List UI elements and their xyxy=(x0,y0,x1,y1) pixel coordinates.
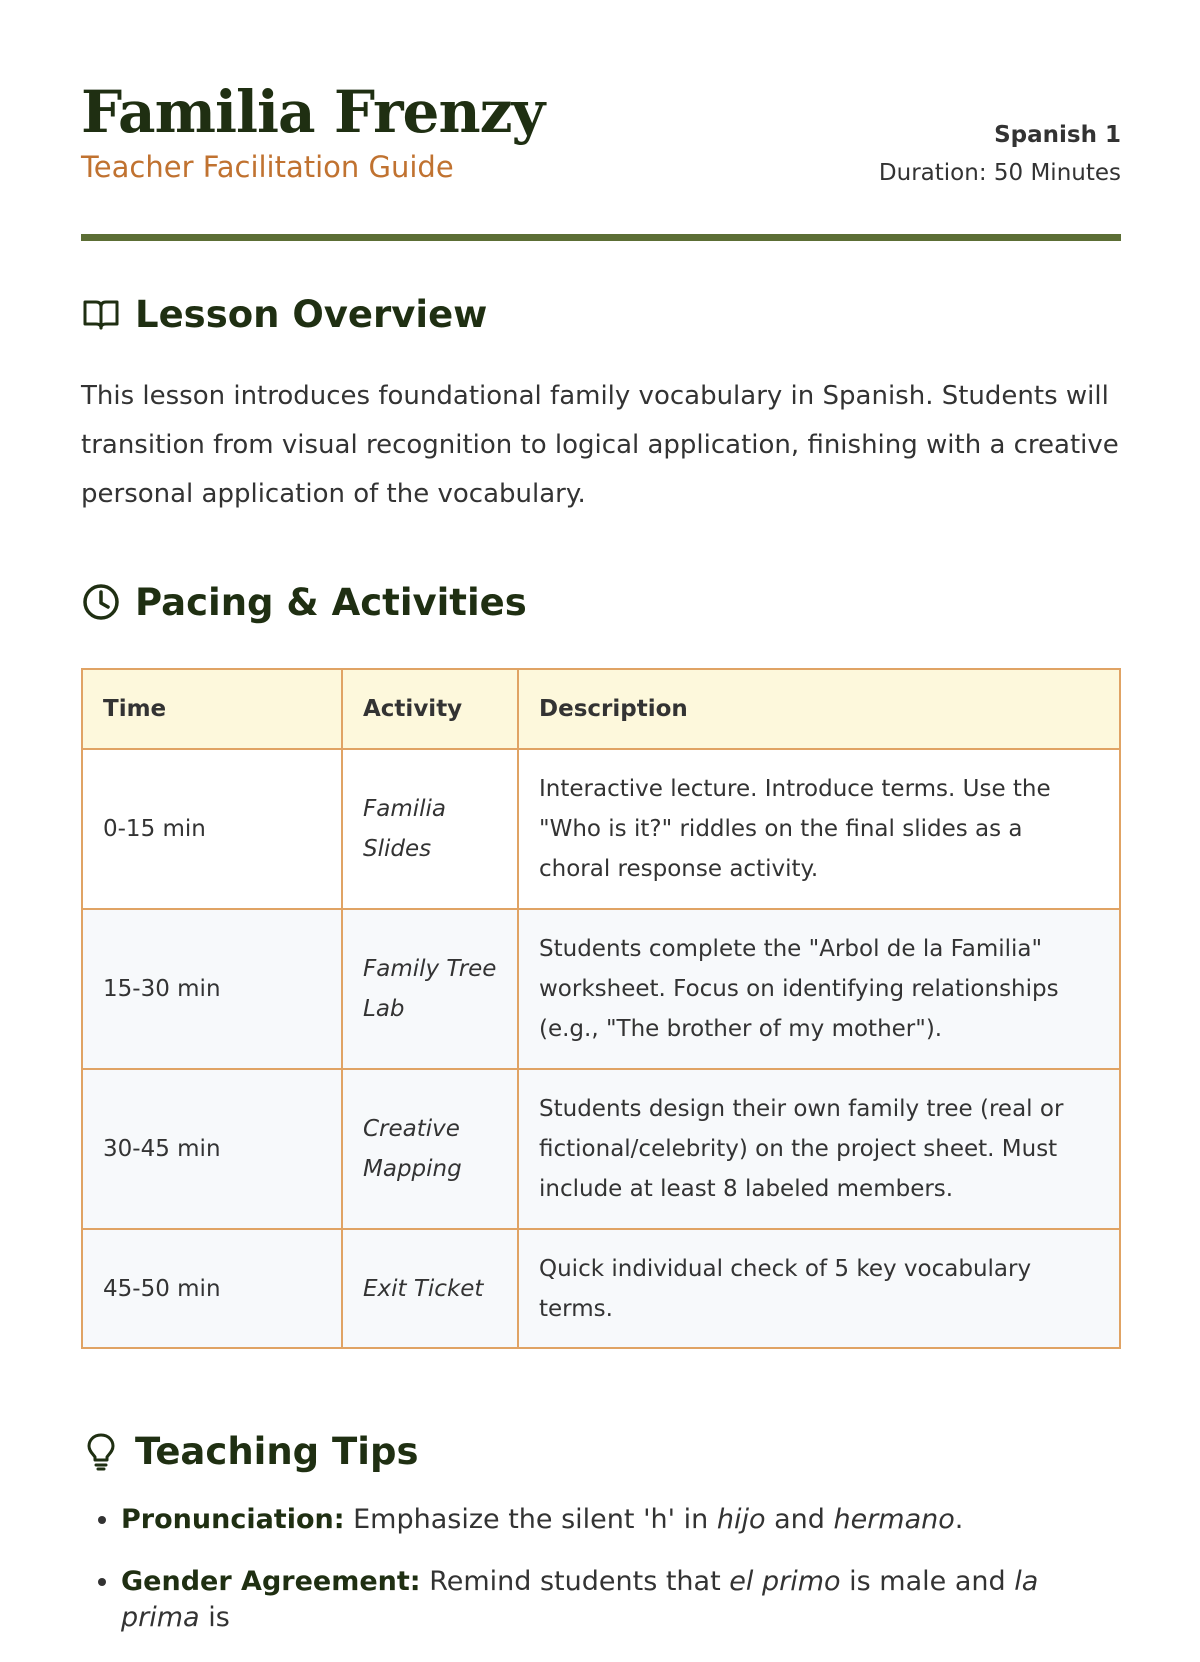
tips-heading xyxy=(81,1426,418,1476)
description-cell: Students complete the "Arbol de la Familia" worksheet. Focus on identifying relationships (e.g., "The brother of my mother"). xyxy=(518,909,1120,1069)
list-item xyxy=(121,1502,1121,1538)
pacing-table xyxy=(81,668,1121,1349)
overview-heading-text: Lesson Overview xyxy=(135,292,488,336)
pacing-heading xyxy=(81,577,527,627)
activity-cell: Exit Ticket xyxy=(342,1229,518,1348)
tip-text: is male and xyxy=(849,1566,1006,1597)
tips-heading-text: Teaching Tips xyxy=(135,1429,419,1473)
time-cell: 15-30 min xyxy=(82,909,342,1069)
overview-heading xyxy=(81,289,487,339)
tip-text: Emphasize the silent 'h' in xyxy=(353,1504,709,1535)
column-header-description: Description xyxy=(518,669,1120,749)
activity-cell: Creative Mapping xyxy=(342,1069,518,1229)
description-cell: Interactive lecture. Introduce terms. Use the "Who is it?" riddles on the final slides as a choral response activity. xyxy=(518,749,1120,909)
table-row xyxy=(82,909,1120,1069)
time-cell: 30-45 min xyxy=(82,1069,342,1229)
pacing-heading-text: Pacing & Activities xyxy=(135,580,527,624)
lesson-duration: Duration: 50 Minutes xyxy=(878,160,1121,186)
column-header-activity: Activity xyxy=(342,669,518,749)
table-row xyxy=(82,749,1120,909)
description-cell: Students design their own family tree (real or fictional/celebrity) on the project sheet. Must include at least 8 labeled members. xyxy=(518,1069,1120,1229)
overview-text: This lesson introduces foundational family vocabulary in Spanish. Students will transition from visual recognition to logical application, finishing with a creative personal application of the vocabulary. xyxy=(81,381,1119,509)
tips-list xyxy=(81,1502,1121,1662)
document-subtitle: Teacher Facilitation Guide xyxy=(81,150,454,184)
tip-label: Gender Agreement: xyxy=(121,1566,421,1597)
time-cell: 0-15 min xyxy=(82,749,342,909)
document-header xyxy=(81,0,1121,242)
tip-term: hijo xyxy=(716,1504,766,1535)
lesson-meta xyxy=(879,117,1121,193)
activity-cell: Family Tree Lab xyxy=(342,909,518,1069)
clock-icon xyxy=(81,582,121,622)
tip-term: la prima xyxy=(121,1566,1039,1633)
tip-term: el primo xyxy=(729,1566,841,1597)
course-name: Spanish 1 xyxy=(994,122,1121,148)
lightbulb-icon xyxy=(81,1431,121,1471)
book-open-icon xyxy=(81,294,121,334)
tip-label: Pronunciation: xyxy=(121,1504,345,1535)
tip-text: and xyxy=(774,1504,825,1535)
activity-cell: Familia Slides xyxy=(342,749,518,909)
table-header-row xyxy=(82,669,1120,749)
tip-text: is xyxy=(208,1602,230,1633)
column-header-time: Time xyxy=(82,669,342,749)
tip-text: . xyxy=(954,1504,964,1535)
table-row xyxy=(82,1069,1120,1229)
list-item xyxy=(121,1564,1121,1636)
tip-term: hermano xyxy=(833,1504,955,1535)
document-page xyxy=(81,0,1121,1633)
time-cell: 45-50 min xyxy=(82,1229,342,1348)
document-title: Familia Frenzy xyxy=(81,78,545,146)
header-divider xyxy=(81,234,1121,241)
description-cell: Quick individual check of 5 key vocabulary terms. xyxy=(518,1229,1120,1348)
table-row xyxy=(82,1229,1120,1348)
tip-text: Remind students that xyxy=(429,1566,721,1597)
